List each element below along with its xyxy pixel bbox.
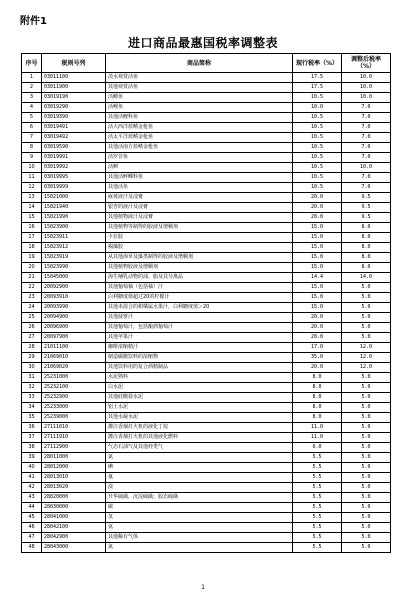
row-number: 17 — [22, 233, 42, 243]
current-rate: 5.5 — [293, 483, 342, 493]
product-name: 灌注香烟打火机的其他液化燃料 — [106, 433, 293, 443]
tariff-code: 20094900 — [42, 313, 106, 323]
adjusted-rate: 5.0 — [342, 433, 391, 443]
page-title: 进口商品最惠国税率调整表 — [127, 36, 278, 50]
current-rate: 17.5 — [293, 73, 342, 83]
current-rate: 10.5 — [293, 133, 342, 143]
adjusted-rate: 5.0 — [342, 403, 391, 413]
adjusted-rate: 5.0 — [342, 423, 391, 433]
product-name: 白水泥 — [106, 383, 293, 393]
current-rate: 20.0 — [293, 193, 342, 203]
product-name: 活鳗鱼 — [106, 103, 293, 113]
adjusted-rate: 10.0 — [342, 93, 391, 103]
product-name: 碳 — [106, 503, 293, 513]
current-rate: 15.0 — [293, 223, 342, 233]
table-row — [22, 403, 391, 413]
current-rate: 5.5 — [293, 543, 342, 553]
adjusted-rate: 5.0 — [342, 463, 391, 473]
product-name: 其他观赏活鱼 — [106, 83, 293, 93]
row-number: 40 — [22, 463, 42, 473]
product-name: 白利糖度值超过20的柠檬汁 — [106, 293, 293, 303]
product-name: 其他硅酸盐水泥 — [106, 393, 293, 403]
tariff-code: 25232900 — [42, 393, 106, 403]
tariff-code: 15021940 — [42, 203, 106, 213]
product-name: 海生哺乳动物的油、脂及其分离品 — [106, 273, 293, 283]
current-rate: 8.0 — [293, 373, 342, 383]
current-rate: 5.5 — [293, 533, 342, 543]
adjusted-rate: 5.0 — [342, 453, 391, 463]
tariff-code: 27111910 — [42, 433, 106, 443]
table-row — [22, 193, 391, 203]
table-row — [22, 263, 391, 273]
current-rate: 10.5 — [293, 183, 342, 193]
adjusted-rate: 10.0 — [342, 163, 391, 173]
tariff-code: 15023919 — [42, 253, 106, 263]
tariff-code: 25233000 — [42, 403, 106, 413]
tariff-code: 20097900 — [42, 333, 106, 343]
adjusted-rate: 5.0 — [342, 493, 391, 503]
row-number: 16 — [22, 223, 42, 233]
tariff-code: 03019190 — [42, 93, 106, 103]
header-current-rate: 现行税率（%） — [293, 54, 342, 73]
product-name: 其他菠萝汁 — [106, 313, 293, 323]
tariff-code: 15021000 — [42, 193, 106, 203]
row-number: 34 — [22, 403, 42, 413]
product-name: 活鳟鱼 — [106, 93, 293, 103]
adjusted-rate: 5.0 — [342, 413, 391, 423]
adjusted-rate: 5.0 — [342, 373, 391, 383]
row-number: 28 — [22, 343, 42, 353]
tariff-code: 21069010 — [42, 353, 106, 363]
adjusted-rate: 14.0 — [342, 273, 391, 283]
tariff-code: 20096900 — [42, 323, 106, 333]
table-row — [22, 423, 391, 433]
current-rate: 5.5 — [293, 503, 342, 513]
current-rate: 17.0 — [293, 343, 342, 353]
tariff-code: 28030000 — [42, 503, 106, 513]
table-row — [22, 153, 391, 163]
adjusted-rate: 8.0 — [342, 263, 391, 273]
row-number: 25 — [22, 313, 42, 323]
adjusted-rate: 5.0 — [342, 333, 391, 343]
product-name: 溴 — [106, 483, 293, 493]
row-number: 18 — [22, 243, 42, 253]
tariff-code: 28013020 — [42, 483, 106, 493]
tariff-code: 28013010 — [42, 473, 106, 483]
tariff-code: 28041000 — [42, 513, 106, 523]
table-row — [22, 233, 391, 243]
current-rate: 8.0 — [293, 403, 342, 413]
table-row — [22, 303, 391, 313]
current-rate: 8.0 — [293, 383, 342, 393]
table-row — [22, 183, 391, 193]
row-number: 24 — [22, 303, 42, 313]
tariff-code: 15023912 — [42, 243, 106, 253]
adjusted-rate: 5.0 — [342, 533, 391, 543]
row-number: 7 — [22, 133, 42, 143]
table-row — [22, 333, 391, 343]
tariff-code: 25232100 — [42, 383, 106, 393]
adjusted-rate: 5.0 — [342, 323, 391, 333]
row-number: 27 — [22, 333, 42, 343]
product-name: 升华硫磺、沉淀硫磺；胶态硫磺 — [106, 493, 293, 503]
table-row — [22, 313, 391, 323]
current-rate: 8.0 — [293, 413, 342, 423]
row-number: 1 — [22, 73, 42, 83]
table-row — [22, 373, 391, 383]
current-rate: 10.5 — [293, 173, 342, 183]
row-number: 33 — [22, 393, 42, 403]
product-name: 活罗非鱼 — [106, 153, 293, 163]
row-number: 47 — [22, 533, 42, 543]
current-rate: 10.5 — [293, 123, 342, 133]
row-number: 15 — [22, 213, 42, 223]
annex-label: 附件1 — [20, 16, 47, 27]
current-rate: 15.0 — [293, 293, 342, 303]
current-rate: 20.0 — [293, 363, 342, 373]
current-rate: 11.0 — [293, 423, 342, 433]
adjusted-rate: 9.5 — [342, 213, 391, 223]
current-rate: 5.5 — [293, 453, 342, 463]
product-name: 灌注香烟打火机的液化丁烷 — [106, 423, 293, 433]
table-row — [22, 223, 391, 233]
current-rate: 20.0 — [293, 203, 342, 213]
product-name: 卡拉胶 — [106, 233, 293, 243]
product-name: 碘 — [106, 463, 293, 473]
adjusted-rate: 5.0 — [342, 313, 391, 323]
adjusted-rate: 5.0 — [342, 383, 391, 393]
adjusted-rate: 8.0 — [342, 243, 391, 253]
row-number: 42 — [22, 483, 42, 493]
row-number: 6 — [22, 123, 42, 133]
tariff-code: 03011100 — [42, 73, 106, 83]
tariff-code: 15023990 — [42, 263, 106, 273]
current-rate: 15.0 — [293, 263, 342, 273]
row-number: 26 — [22, 323, 42, 333]
adjusted-rate: 8.0 — [342, 253, 391, 263]
product-name: 水泥熟料 — [106, 373, 293, 383]
adjusted-rate: 5.0 — [342, 543, 391, 553]
header-no: 序号 — [22, 54, 42, 73]
row-number: 46 — [22, 523, 42, 533]
row-number: 44 — [22, 503, 42, 513]
product-name: 铝土水泥 — [106, 403, 293, 413]
adjusted-rate: 5.0 — [342, 503, 391, 513]
product-name: 气态石油气及其他烃类气 — [106, 443, 293, 453]
table-row — [22, 123, 391, 133]
tariff-code: 03019492 — [42, 133, 106, 143]
product-name: 其他未混合的柑橘属水果汁，白利糖度值＞20 — [106, 303, 293, 313]
row-number: 19 — [22, 253, 42, 263]
adjusted-rate: 9.5 — [342, 203, 391, 213]
tariff-code: 20092900 — [42, 283, 106, 293]
table-row — [22, 453, 391, 463]
row-number: 20 — [22, 263, 42, 273]
adjusted-rate: 5.0 — [342, 473, 391, 483]
current-rate: 5.5 — [293, 473, 342, 483]
table-row — [22, 543, 391, 553]
adjusted-rate: 5.0 — [342, 393, 391, 403]
product-name: 银杏的液汁及浸膏 — [106, 203, 293, 213]
current-rate: 17.5 — [293, 83, 342, 93]
table-row — [22, 103, 391, 113]
tariff-code: 03019390 — [42, 113, 106, 123]
table-row — [22, 363, 391, 373]
product-name: 氮 — [106, 543, 293, 553]
row-number: 14 — [22, 203, 42, 213]
adjusted-rate: 7.0 — [342, 113, 391, 123]
row-number: 39 — [22, 453, 42, 463]
current-rate: 10.5 — [293, 143, 342, 153]
adjusted-rate: 12.0 — [342, 343, 391, 353]
current-rate: 35.0 — [293, 353, 342, 363]
current-rate: 10.5 — [293, 163, 342, 173]
tariff-code: 25231000 — [42, 373, 106, 383]
table-row — [22, 73, 391, 83]
product-name: 其他活南方蓝鳍金枪鱼 — [106, 143, 293, 153]
adjusted-rate: 9.5 — [342, 193, 391, 203]
header-adjusted-rate: 调整后税率（%） — [342, 54, 391, 73]
row-number: 9 — [22, 153, 42, 163]
product-name: 其他葡萄汁，包括酿酒葡萄汁 — [106, 323, 293, 333]
product-name: 其他苹果汁 — [106, 333, 293, 343]
product-name: 其他活鲤科鱼 — [106, 113, 293, 123]
tariff-code: 03019991 — [42, 153, 106, 163]
table-row — [22, 173, 391, 183]
row-number: 41 — [22, 473, 42, 483]
row-number: 48 — [22, 543, 42, 553]
current-rate: 5.5 — [293, 523, 342, 533]
product-name: 活鲥 — [106, 163, 293, 173]
tariff-code: 20093910 — [42, 293, 106, 303]
tariff-code: 20093990 — [42, 303, 106, 313]
adjusted-rate: 12.0 — [342, 363, 391, 373]
row-number: 13 — [22, 193, 42, 203]
product-name: 其他葡萄柚（包括柚）汁 — [106, 283, 293, 293]
table-row — [22, 433, 391, 443]
product-name: 制造碳酸饮料的浓缩物 — [106, 353, 293, 363]
current-rate: 10.5 — [293, 153, 342, 163]
adjusted-rate: 5.0 — [342, 293, 391, 303]
tariff-table — [21, 53, 391, 553]
table-row — [22, 253, 391, 263]
table-row — [22, 513, 391, 523]
adjusted-rate: 5.0 — [342, 283, 391, 293]
row-number: 2 — [22, 83, 42, 93]
current-rate: 20.0 — [293, 333, 342, 343]
tariff-code: 03019999 — [42, 183, 106, 193]
current-rate: 11.0 — [293, 433, 342, 443]
tariff-code: 15021990 — [42, 213, 106, 223]
adjusted-rate: 7.0 — [342, 153, 391, 163]
row-number: 21 — [22, 273, 42, 283]
product-name: 其他活鱼 — [106, 183, 293, 193]
tariff-code: 03019491 — [42, 123, 106, 133]
adjusted-rate: 5.0 — [342, 443, 391, 453]
current-rate: 15.0 — [293, 283, 342, 293]
adjusted-rate: 7.0 — [342, 143, 391, 153]
tariff-code: 25239000 — [42, 413, 106, 423]
product-name: 其他稀有气体 — [106, 533, 293, 543]
adjusted-rate: 5.0 — [342, 523, 391, 533]
page-number: 1 — [201, 584, 205, 591]
adjusted-rate: 7.0 — [342, 123, 391, 133]
row-number: 10 — [22, 163, 42, 173]
product-name: 活太平洋蓝鳍金枪鱼 — [106, 133, 293, 143]
adjusted-rate: 12.0 — [342, 353, 391, 363]
current-rate: 5.5 — [293, 513, 342, 523]
row-number: 32 — [22, 383, 42, 393]
current-rate: 6.0 — [293, 443, 342, 453]
table-row — [22, 523, 391, 533]
tariff-code: 28020000 — [42, 493, 106, 503]
current-rate: 15.0 — [293, 253, 342, 263]
current-rate: 15.0 — [293, 233, 342, 243]
table-row — [22, 483, 391, 493]
table-row — [22, 273, 391, 283]
tariff-code: 21069020 — [42, 363, 106, 373]
row-number: 43 — [22, 493, 42, 503]
current-rate: 14.4 — [293, 273, 342, 283]
product-name: 氯 — [106, 453, 293, 463]
row-number: 23 — [22, 293, 42, 303]
table-row — [22, 163, 391, 173]
table-row — [22, 343, 391, 353]
row-number: 12 — [22, 183, 42, 193]
product-name: 从其他海草及藻类制得的胶液及增稠剂 — [106, 253, 293, 263]
current-rate: 20.0 — [293, 323, 342, 333]
product-name: 咖啡浓缩精汁 — [106, 343, 293, 353]
current-rate: 20.0 — [293, 313, 342, 323]
product-name: 其他活鲆鲽科鱼 — [106, 173, 293, 183]
row-number: 3 — [22, 93, 42, 103]
tariff-code: 28042100 — [42, 523, 106, 533]
current-rate: 10.0 — [293, 103, 342, 113]
tariff-code: 15023900 — [42, 223, 106, 233]
row-number: 31 — [22, 373, 42, 383]
table-row — [22, 93, 391, 103]
tariff-code: 15023911 — [42, 233, 106, 243]
table-header-row — [22, 54, 391, 73]
row-number: 35 — [22, 413, 42, 423]
product-name: 活大西洋蓝鳍金枪鱼 — [106, 123, 293, 133]
table-row — [22, 383, 391, 393]
current-rate: 8.0 — [293, 393, 342, 403]
table-row — [22, 213, 391, 223]
tariff-code: 28011000 — [42, 453, 106, 463]
adjusted-rate: 10.0 — [342, 83, 391, 93]
tariff-code: 27112900 — [42, 443, 106, 453]
product-name: 氢 — [106, 513, 293, 523]
table-row — [22, 293, 391, 303]
tariff-code: 03019995 — [42, 173, 106, 183]
tariff-code: 28012000 — [42, 463, 106, 473]
table-row — [22, 113, 391, 123]
tariff-code: 21011100 — [42, 343, 106, 353]
table-body — [22, 73, 391, 553]
table-row — [22, 493, 391, 503]
product-name: 淡水观赏活鱼 — [106, 73, 293, 83]
row-number: 36 — [22, 423, 42, 433]
adjusted-rate: 8.0 — [342, 223, 391, 233]
current-rate: 20.0 — [293, 213, 342, 223]
row-number: 8 — [22, 143, 42, 153]
tariff-code: 28043000 — [42, 543, 106, 553]
adjusted-rate: 7.0 — [342, 183, 391, 193]
product-name: 褐藻胶 — [106, 243, 293, 253]
table-row — [22, 203, 391, 213]
table-row — [22, 323, 391, 333]
tariff-code: 03019992 — [42, 163, 106, 173]
row-number: 5 — [22, 113, 42, 123]
current-rate: 5.5 — [293, 463, 342, 473]
current-rate: 5.5 — [293, 493, 342, 503]
row-number: 22 — [22, 283, 42, 293]
adjusted-rate: 5.0 — [342, 513, 391, 523]
row-number: 45 — [22, 513, 42, 523]
product-name: 氟 — [106, 473, 293, 483]
header-name: 商品简称 — [106, 54, 293, 73]
row-number: 11 — [22, 173, 42, 183]
table-row — [22, 83, 391, 93]
table-row — [22, 133, 391, 143]
current-rate: 10.5 — [293, 93, 342, 103]
row-number: 29 — [22, 353, 42, 363]
row-number: 38 — [22, 443, 42, 453]
product-name: 其他饮料用的复合酒精制品 — [106, 363, 293, 373]
adjusted-rate: 5.0 — [342, 303, 391, 313]
product-name: 麻黄液汁及浸膏 — [106, 193, 293, 203]
tariff-code: 03011900 — [42, 83, 106, 93]
row-number: 4 — [22, 103, 42, 113]
product-name: 其他植物胶液及增稠剂 — [106, 263, 293, 273]
table-row — [22, 443, 391, 453]
product-name: 其他水凝水泥 — [106, 413, 293, 423]
current-rate: 10.5 — [293, 113, 342, 123]
current-rate: 15.0 — [293, 243, 342, 253]
product-name: 其他植物液汁及浸膏 — [106, 213, 293, 223]
table-row — [22, 143, 391, 153]
adjusted-rate: 7.0 — [342, 173, 391, 183]
row-number: 30 — [22, 363, 42, 373]
row-number: 37 — [22, 433, 42, 443]
product-name: 氩 — [106, 523, 293, 533]
table-row — [22, 533, 391, 543]
header-code: 税则号列 — [42, 54, 106, 73]
tariff-code: 03019290 — [42, 103, 106, 113]
table-row — [22, 243, 391, 253]
adjusted-rate: 10.0 — [342, 73, 391, 83]
table-row — [22, 283, 391, 293]
product-name: 其他植物等制得的胶液及增稠剂 — [106, 223, 293, 233]
table-row — [22, 473, 391, 483]
tariff-code: 15045000 — [42, 273, 106, 283]
adjusted-rate: 7.0 — [342, 103, 391, 113]
table-row — [22, 353, 391, 363]
table-row — [22, 413, 391, 423]
table-row — [22, 393, 391, 403]
adjusted-rate: 7.0 — [342, 133, 391, 143]
tariff-code: 28042900 — [42, 533, 106, 543]
table-row — [22, 463, 391, 473]
current-rate: 15.0 — [293, 303, 342, 313]
table-row — [22, 503, 391, 513]
tariff-code: 27111010 — [42, 423, 106, 433]
adjusted-rate: 8.0 — [342, 233, 391, 243]
adjusted-rate: 5.0 — [342, 483, 391, 493]
tariff-code: 03019590 — [42, 143, 106, 153]
